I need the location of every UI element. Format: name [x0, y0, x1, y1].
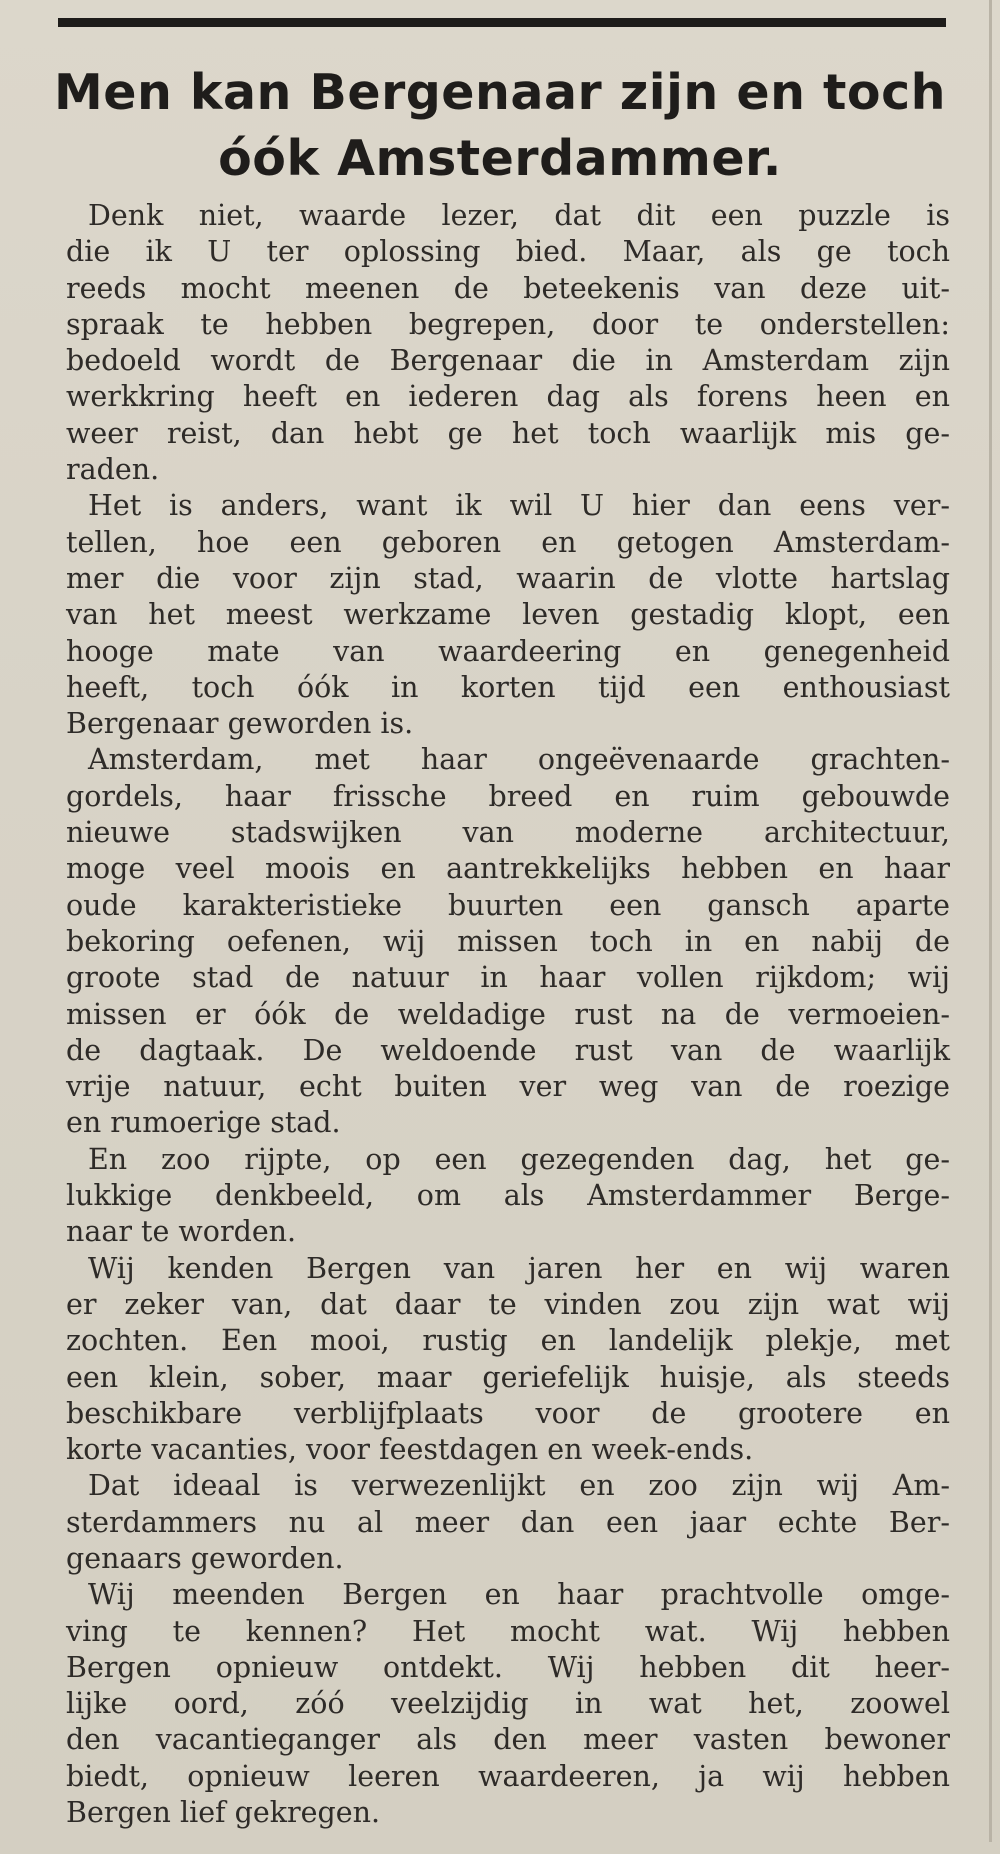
- text-line: weer reist, dan hebt ge het toch waarlijk mis ge-: [66, 416, 950, 450]
- text-line: er zeker van, dat daar te vinden zou zijn wat wij: [66, 1287, 950, 1321]
- text-line: moge veel moois en aantrekkelijks hebben en haar: [66, 852, 950, 886]
- text-line: missen er óók de weldadige rust na de vermoeien-: [66, 997, 950, 1031]
- text-line: bekoring oefenen, wij missen toch in en nabij de: [66, 924, 950, 958]
- text-line: korte vacanties, voor feestdagen en week-ends.: [66, 1433, 754, 1467]
- paragraph: [66, 1468, 950, 1577]
- text-line: Het is anders, want ik wil U hier dan eens ver-: [88, 489, 950, 523]
- text-line: Wij kenden Bergen van jaren her en wij waren: [88, 1251, 950, 1285]
- text-line: vrije natuur, echt buiten ver weg van de roezige: [66, 1070, 950, 1104]
- headline-line: óók Amsterdammer.: [218, 130, 782, 187]
- text-line: Bergen opnieuw ontdekt. Wij hebben dit heer-: [66, 1650, 950, 1684]
- paragraph: [66, 1142, 950, 1251]
- text-line: Amsterdam, met haar ongeëvenaarde grachten-: [88, 743, 950, 777]
- text-line: lijke oord, zóó veelzijdig in wat het, zoowel: [66, 1687, 950, 1721]
- column-divider: [989, 0, 992, 1854]
- text-line: lukkige denkbeeld, om als Amsterdammer Berge-: [66, 1179, 950, 1213]
- text-line: en rumoerige stad.: [66, 1106, 341, 1140]
- text-line: biedt, opnieuw leeren waardeeren, ja wij hebben: [66, 1759, 950, 1793]
- text-line: een klein, sober, maar geriefelijk huisje, als steeds: [66, 1360, 950, 1394]
- text-line: hooge mate van waardeering en genegenheid: [66, 634, 950, 668]
- paragraph: [66, 1577, 950, 1831]
- text-line: Bergenaar geworden is.: [66, 707, 414, 741]
- text-line: mer die voor zijn stad, waarin de vlotte hartslag: [66, 561, 950, 595]
- text-line: spraak te hebben begrepen, door te onderstellen:: [66, 307, 950, 341]
- text-line: die ik U ter oplossing bied. Maar, als ge toch: [66, 235, 950, 269]
- headline-line: Men kan Bergenaar zijn en toch: [53, 64, 947, 121]
- text-line: de dagtaak. De weldoende rust van de waarlijk: [66, 1033, 950, 1067]
- top-rule: [58, 18, 946, 27]
- text-line: naar te worden.: [66, 1215, 297, 1249]
- article-headline: [40, 60, 960, 192]
- text-line: sterdammers nu al meer dan een jaar echte Ber-: [66, 1505, 950, 1539]
- article-body: [66, 198, 950, 1831]
- text-line: tellen, hoe een geboren en getogen Amsterdam-: [66, 525, 950, 559]
- text-line: Bergen lief gekregen.: [66, 1796, 381, 1830]
- text-line: ving te kennen? Het mocht wat. Wij hebben: [66, 1614, 950, 1648]
- text-line: En zoo rijpte, op een gezegenden dag, het ge-: [88, 1142, 950, 1176]
- page-bottom-edge: [0, 1842, 1000, 1854]
- text-line: genaars geworden.: [66, 1541, 344, 1575]
- text-line: groote stad de natuur in haar vollen rijkdom; wij: [66, 961, 950, 995]
- text-line: reeds mocht meenen de beteekenis van deze uit-: [66, 271, 950, 305]
- text-line: heeft, toch óók in korten tijd een enthousiast: [66, 670, 950, 704]
- paragraph: [66, 742, 950, 1141]
- text-line: den vacantieganger als den meer vasten bewoner: [66, 1723, 950, 1757]
- text-line: nieuwe stadswijken van moderne architectuur,: [66, 816, 950, 850]
- text-line: raden.: [66, 453, 160, 487]
- text-line: Denk niet, waarde lezer, dat dit een puzzle is: [88, 199, 950, 232]
- text-line: werkkring heeft en iederen dag als forens heen en: [66, 380, 950, 414]
- text-line: beschikbare verblijfplaats voor de grootere en: [66, 1396, 950, 1430]
- text-line: Dat ideaal is verwezenlijkt en zoo zijn wij Am-: [88, 1469, 950, 1503]
- text-line: zochten. Een mooi, rustig en landelijk plekje, met: [66, 1324, 950, 1358]
- paragraph: [66, 198, 950, 488]
- text-line: Wij meenden Bergen en haar prachtvolle omge-: [88, 1578, 950, 1612]
- paragraph: [66, 1251, 950, 1469]
- paragraph: [66, 488, 950, 742]
- text-line: gordels, haar frissche breed en ruim gebouwde: [66, 779, 950, 813]
- text-line: oude karakteristieke buurten een gansch aparte: [66, 888, 950, 922]
- text-line: van het meest werkzame leven gestadig klopt, een: [66, 598, 950, 632]
- text-line: bedoeld wordt de Bergenaar die in Amsterdam zijn: [66, 344, 950, 378]
